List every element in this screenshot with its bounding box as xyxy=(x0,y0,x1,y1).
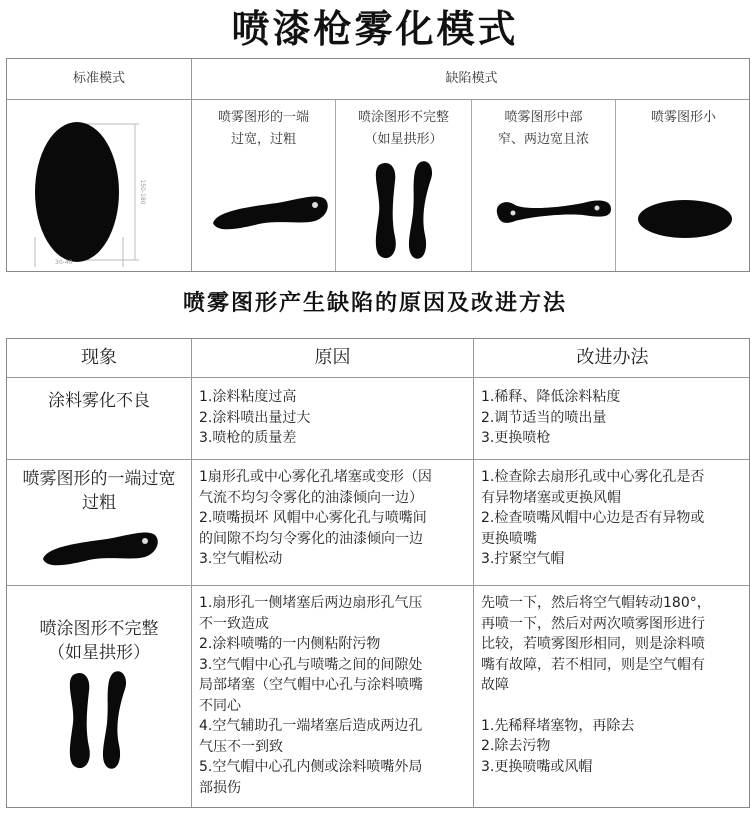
remedy-list-incomplete-pattern: 先喷一下，然后将空气帽转动180°， 再喷一下，然后对两次喷雾图形进行 比较，若喷雾图形相同，则是涂料喷 嘴有故障，若不相同，则是空气帽有 故障 1.先稀释堵塞物，再除去 2.除去污物 3.更换喷嘴或风帽 xyxy=(481,595,711,775)
star-arch-pattern-figure xyxy=(63,669,135,773)
defect-label-wide-end: 喷雾图形的一端 过宽，过粗 xyxy=(217,110,309,147)
cause-list-poor-atomization: 1.涂料粘度过高 2.涂料喷出量过大 3.喷枪的质量差 xyxy=(199,389,311,446)
wide-end-pattern-figure xyxy=(207,189,333,235)
page-title: 喷漆枪雾化模式 xyxy=(231,7,519,51)
section-subtitle: 喷雾图形产生缺陷的原因及改进方法 xyxy=(182,291,567,316)
standard-spray-pattern-figure xyxy=(31,117,161,267)
defect-mode-header: 缺陷模式 xyxy=(445,71,498,86)
table-divider xyxy=(7,585,749,586)
table-divider xyxy=(7,459,749,460)
defect-label-incomplete: 喷涂图形不完整 （如星拱形） xyxy=(357,110,449,147)
height-dimension-label: 150-180 xyxy=(139,179,146,205)
phenomenon-wide-end: 喷雾图形的一端过宽 过粗 xyxy=(22,469,176,513)
column-header-cause: 原因 xyxy=(314,347,351,368)
star-arch-pattern-figure xyxy=(369,159,441,263)
cause-list-incomplete-pattern: 1.扇形孔一侧堵塞后两边扇形孔气压 不一致造成 2.涂料喷嘴的一内侧粘附污物 3.空气帽中心孔与喷嘴之间的间隙处 局部堵塞（空气帽中心孔与涂料喷嘴 不同心 4.空气辅助孔一端堵塞后造成两边孔 气压不一到致 5.空气帽中心孔内侧或涂料喷嘴外局 部损伤 xyxy=(199,595,423,796)
table-divider xyxy=(7,99,749,100)
table-divider xyxy=(191,339,192,807)
remedy-list-wide-end: 1.检查除去扇形孔或中心雾化孔是否 有异物堵塞或更换风帽 2.检查喷嘴风帽中心边是否有异物或 更换喷嘴 3.拧紧空气帽 xyxy=(481,469,705,567)
standard-ellipse-shape xyxy=(35,122,119,262)
narrow-middle-pattern-figure xyxy=(493,195,613,231)
phenomenon-incomplete-pattern: 喷涂图形不完整 （如星拱形） xyxy=(39,619,159,663)
column-header-phenomenon: 现象 xyxy=(81,347,117,368)
column-header-remedy: 改进办法 xyxy=(576,347,649,368)
wide-end-pattern-figure xyxy=(37,525,163,571)
phenomenon-poor-atomization: 涂料雾化不良 xyxy=(48,391,150,411)
table-divider xyxy=(473,339,474,807)
table-divider xyxy=(7,377,749,378)
width-dimension-label: 30-40 xyxy=(55,259,73,266)
defect-label-narrow-middle: 喷雾图形中部 窄、两边宽且浓 xyxy=(497,110,589,147)
cause-list-wide-end: 1扇形孔或中心雾化孔堵塞或变形（因 气流不均匀令雾化的油漆倾向一边） 2.喷嘴损坏 风帽中心雾化孔与喷嘴间 的间隙不均匀令雾化的油漆倾向一边 3.空气帽松动 xyxy=(199,469,432,567)
standard-mode-header: 标准模式 xyxy=(72,71,125,86)
spray-mode-table xyxy=(6,58,750,272)
defect-cause-table xyxy=(6,338,750,808)
remedy-list-poor-atomization: 1.稀释、降低涂料粘度 2.调节适当的喷出量 3.更换喷枪 xyxy=(481,389,621,446)
defect-label-small: 喷雾图形小 xyxy=(650,110,716,125)
small-pattern-figure xyxy=(635,197,735,241)
